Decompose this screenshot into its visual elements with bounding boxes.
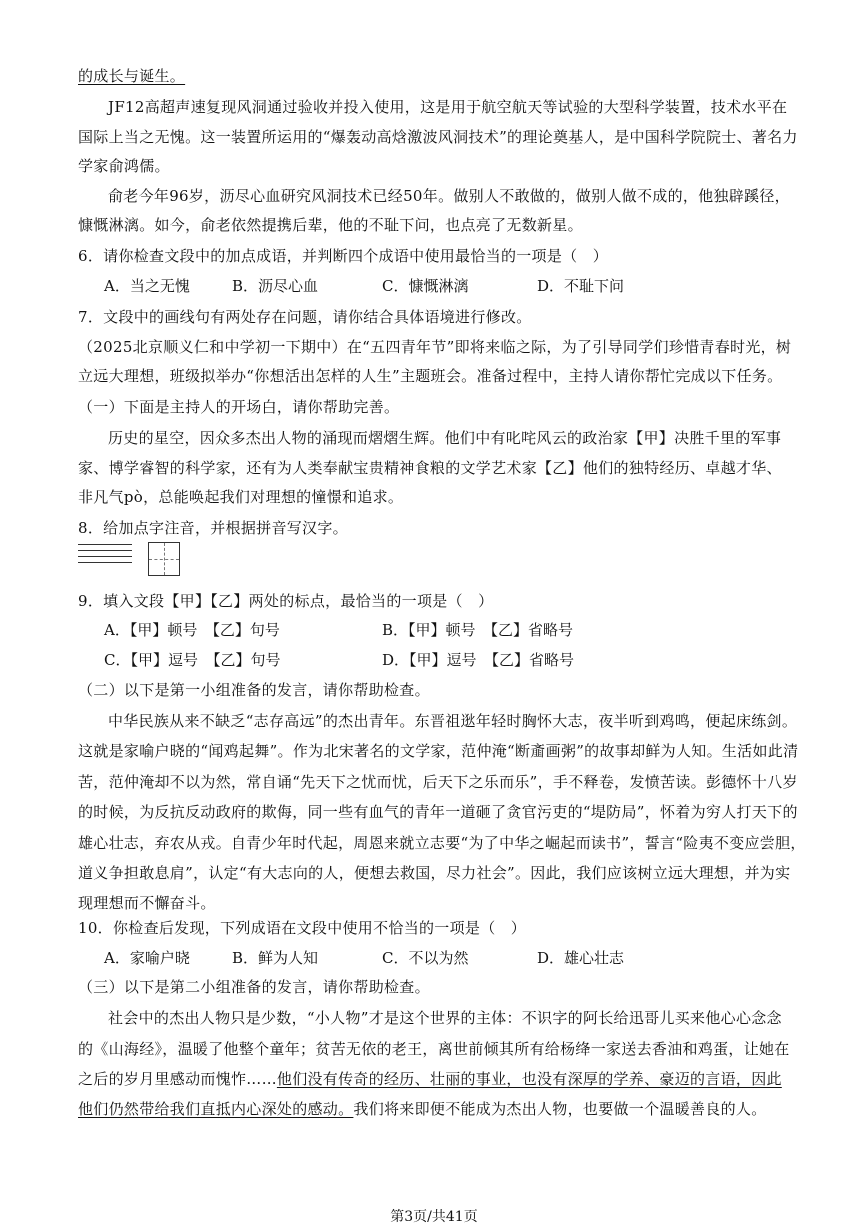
- question-6: 6．请你检查文段中的加点成语，并判断四个成语中使用最恰当的一项是（ ）: [78, 247, 609, 265]
- text-line: 苦，范仲淹却不以为然，常自诵“先天下之忧而忧，后天下之乐而乐”，手不释卷，发愤苦读。彭德怀十八岁: [78, 773, 798, 791]
- q9-option-c: C．【甲】逗号 【乙】句号: [104, 651, 281, 669]
- part-1-heading: （一）下面是主持人的开场白，请你帮助完善。: [78, 398, 400, 416]
- q10-option-b: B．鲜为人知: [232, 949, 319, 967]
- question-7: 7．文段中的画线句有两处存在问题，请你结合具体语境进行修改。: [78, 308, 532, 326]
- text-line: 学家俞鸿儒。: [78, 157, 170, 175]
- text-line: 雄心壮志，弃农从戎。自青少年时代起，周恩来就立志要“为了中华之崛起而读书”，誓言“险夷不变应尝胆，: [78, 834, 806, 852]
- underlined-sentence: 他们仍然带给我们直抵内心深处的感动。: [78, 1100, 354, 1118]
- text-line: 之后的岁月里感动而愧怍……他们没有传奇的经历、壮丽的事业，也没有深厚的学养、豪迈的言语，因此: [78, 1070, 782, 1088]
- underlined-sentence: 他们没有传奇的经历、壮丽的事业，也没有深厚的学养、豪迈的言语，因此: [276, 1070, 782, 1088]
- q6-option-c: C．慷慨淋漓: [382, 277, 469, 295]
- text-line: 慷慨淋漓。如今，俞老依然提携后辈，他的不耻下问，也点亮了无数新星。: [78, 216, 583, 234]
- q10-option-a: A．家喻户晓: [104, 949, 190, 967]
- text-line: 的时候，为反抗反动政府的欺侮，同一些有血气的青年一道砸了贪官污吏的“堤防局”，怀着为穷人打天下的: [78, 803, 798, 821]
- intro-line: （2025北京顺义仁和中学初一下期中）在“五四青年节”即将来临之际，为了引导同学们珍惜青春时光，树: [78, 338, 792, 356]
- q10-option-d: D．雄心壮志: [537, 949, 625, 967]
- question-8: 8．给加点字注音，并根据拼音写汉字。: [78, 519, 348, 537]
- text-line: 社会中的杰出人物只是少数，“小人物”才是这个世界的主体：不识字的阿长给迅哥儿买来他心心念念: [108, 1009, 782, 1027]
- question-9: 9．填入文段【甲】【乙】两处的标点，最恰当的一项是（ ）: [78, 592, 494, 610]
- part-2-heading: （二）以下是第一小组准备的发言，请你帮助检查。: [78, 681, 430, 699]
- text-line: 家、博学睿智的科学家，还有为人类奉献宝贵精神食粮的文学艺术家【乙】他们的独特经历、卓越才华、: [78, 459, 782, 477]
- text-line: 历史的星空，因众多杰出人物的涌现而熠熠生辉。他们中有叱咤风云的政治家【甲】决胜千里的军事: [108, 429, 782, 447]
- part-3-heading: （三）以下是第二小组准备的发言，请你帮助检查。: [78, 978, 430, 996]
- question-10: 10．你检查后发现，下列成语在文段中使用不恰当的一项是（ ）: [78, 919, 527, 937]
- text-line: 他们仍然带给我们直抵内心深处的感动。我们将来即便不能成为杰出人物，也要做一个温暖善良的人。: [78, 1100, 767, 1118]
- text-line: 现理想而不懈奋斗。: [78, 894, 216, 912]
- text-line: 国际上当之无愧。这一装置所运用的“爆轰动高焓激波风洞技术”的理论奠基人，是中国科学院院士、著名力: [78, 128, 798, 146]
- intro-line: 立远大理想，班级拟举办“你想活出怎样的人生”主题班会。准备过程中，主持人请你帮忙完成以下任务。: [78, 367, 783, 385]
- text-line: 中华民族从来不缺乏“志存高远”的杰出青年。东晋祖逖年轻时胸怀大志，夜半听到鸡鸣，便起床练剑。: [108, 712, 798, 730]
- page-footer: 第3页/共41页: [390, 1209, 478, 1225]
- text-line: 这就是家喻户晓的“闻鸡起舞”。作为北宋著名的文学家，范仲淹“断齑画粥”的故事却鲜为人知。生活如此清: [78, 742, 799, 760]
- text-line: JF12高超声速复现风洞通过验收并投入使用，这是用于航空航天等试验的大型科学装置，技术水平在: [108, 98, 788, 116]
- pinyin-answer-lines: [78, 544, 132, 572]
- q6-option-a: A．当之无愧: [104, 277, 190, 295]
- text-line: 的成长与诞生。: [78, 67, 186, 85]
- q10-option-c: C．不以为然: [382, 949, 469, 967]
- q6-option-d: D．不耻下问: [537, 277, 625, 295]
- text-line: 道义争担敢息肩”，认定“有大志向的人，便想去救国，尽力社会”。因此，我们应该树立远大理想，并为实: [78, 864, 791, 882]
- q9-option-d: D．【甲】逗号 【乙】省略号: [382, 651, 575, 669]
- q9-option-a: A．【甲】顿号 【乙】句号: [104, 621, 280, 639]
- character-grid-box: [148, 542, 180, 576]
- text-line: 非凡气pò，总能唤起我们对理想的憧憬和追求。: [78, 488, 404, 506]
- q6-option-b: B．沥尽心血: [232, 277, 319, 295]
- text-line: 俞老今年96岁，沥尽心血研究风洞技术已经50年。做别人不敢做的，做别人做不成的，他独辟蹊径，: [108, 187, 790, 205]
- text-line: 的《山海经》，温暖了他整个童年；贫苦无依的老王，离世前倾其所有给杨绛一家送去香油和鸡蛋，让她在: [78, 1040, 790, 1058]
- q9-option-b: B．【甲】顿号 【乙】省略号: [382, 621, 574, 639]
